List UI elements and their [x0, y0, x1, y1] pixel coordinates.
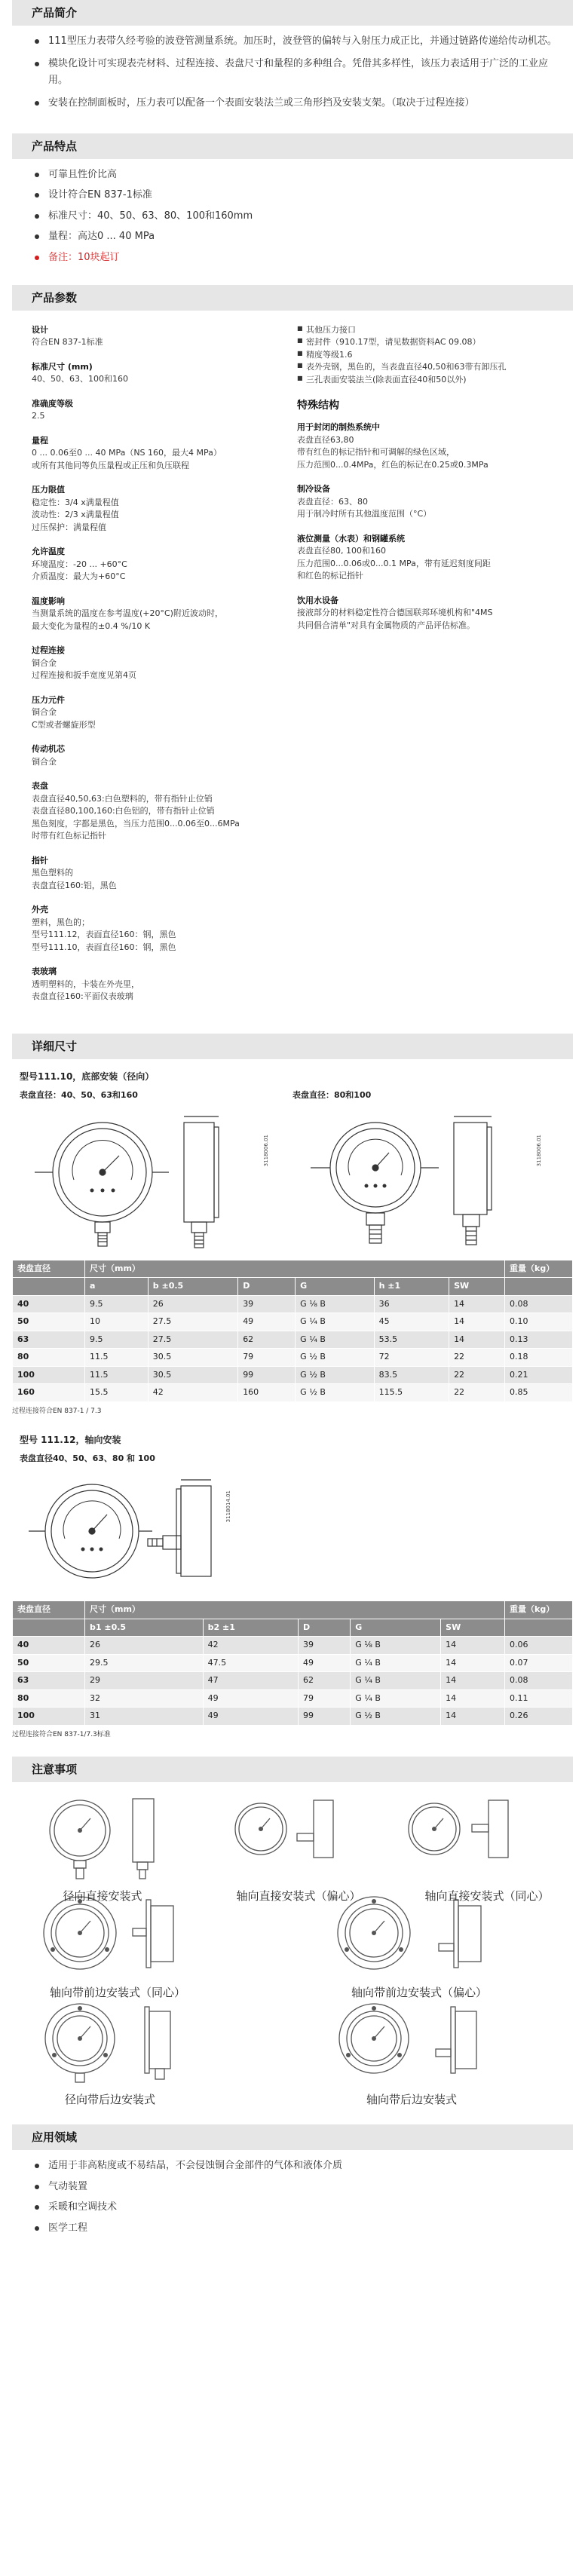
- table-cell: 42: [148, 1384, 237, 1402]
- dial-size-cell: 40: [13, 1295, 85, 1313]
- table-cell: 14: [441, 1672, 505, 1690]
- feature-item: 标准尺寸：40、50、63、80、100和160mm: [35, 208, 559, 224]
- mount-caption: 轴向直接安装式（偏心）: [236, 1889, 361, 1904]
- drawing-radial-40-160: [20, 1089, 292, 1255]
- params-columns: [12, 311, 573, 1023]
- param-block: [297, 483, 535, 521]
- param-block: [32, 361, 274, 386]
- dial-size-cell: 50: [13, 1654, 85, 1672]
- table-subheader: [505, 1278, 573, 1296]
- table-cell: 0.21: [505, 1366, 573, 1384]
- table-cell: 15.5: [85, 1384, 149, 1402]
- table-row: [13, 1708, 573, 1726]
- table-cell: 0.08: [505, 1295, 573, 1313]
- params-left-column: [32, 324, 292, 1015]
- table-cell: 10: [85, 1313, 149, 1331]
- table-subheader: b1 ±0.5: [85, 1619, 204, 1637]
- drawing-label: 表盘直径40、50、63、80 和 100: [20, 1453, 155, 1464]
- param-title: 过程连接: [32, 645, 65, 656]
- table-cell: G ⅛ B: [351, 1637, 441, 1655]
- table-cell: 26: [148, 1295, 237, 1313]
- table-row: [13, 1384, 573, 1402]
- param-title: 压力限值: [32, 485, 65, 495]
- table-cell: 29.5: [85, 1654, 204, 1672]
- table-cell: 160: [238, 1384, 296, 1402]
- optional-feature-item: ■ 精度等级1.6: [297, 349, 535, 362]
- feature-item: 可靠且性价比高: [35, 167, 559, 182]
- table-cell: 14: [441, 1637, 505, 1655]
- table-cell: 99: [238, 1366, 296, 1384]
- param-block: [32, 743, 274, 768]
- table-cell: 0.85: [505, 1384, 573, 1402]
- param-block: [297, 421, 535, 471]
- gauge-radial-drawing: [292, 1089, 565, 1255]
- intro-item: 111型压力表带久经考验的波登管测量系统。加压时，波登管的偏转与入射压力成正比，并通过链路传递给传动机芯。: [35, 33, 559, 49]
- table-subheader: a: [85, 1278, 149, 1296]
- param-title: 表盘: [32, 781, 48, 792]
- table-subheader: G: [296, 1278, 374, 1296]
- table-cell: 0.11: [505, 1689, 573, 1708]
- gauge-radial-drawing: [20, 1089, 292, 1255]
- drawing-axial: [20, 1453, 291, 1596]
- table-cell: 29: [85, 1672, 204, 1690]
- table-row: [13, 1366, 573, 1384]
- param-value: 透明塑料的，卡装在外壳里， 表盘直径160:平面仪表玻璃: [32, 979, 139, 1002]
- intro-item: 模块化设计可实现表壳材料、过程连接、表盘尺寸和量程的多种组合。凭借其多样性，该压力表适用于广泛的工业应用。: [35, 56, 559, 88]
- table-cell: 49: [298, 1654, 350, 1672]
- intro-item: 安装在控制面板时，压力表可以配备一个表面安装法兰或三角形挡及安装支架。（取决于过程连接）: [35, 95, 559, 111]
- table-header: 重量（kg）: [505, 1601, 573, 1619]
- feature-item: 量程：高达0 ... 40 MPa: [35, 228, 559, 244]
- special-structure-title: 特殊结构: [297, 400, 339, 412]
- table-cell: 0.06: [505, 1637, 573, 1655]
- optional-feature-item: ■ 表外壳钢，黑色的，当表盘直径40,50和63带有卸压孔: [297, 361, 535, 374]
- table-subheader: b2 ±1: [203, 1619, 298, 1637]
- table-row: [13, 1689, 573, 1708]
- special-structure-blocks: [297, 421, 535, 632]
- features-list: [12, 159, 573, 274]
- param-title: 用于封闭的制热系统中: [297, 422, 380, 433]
- params-right-column: [292, 324, 553, 1015]
- mount-caption: 径向带后边安装式: [64, 2093, 155, 2107]
- param-title: 制冷设备: [297, 484, 330, 495]
- table-cell: 99: [298, 1708, 350, 1726]
- section-apps-heading: 应用领域: [12, 2124, 573, 2150]
- table-cell: 27.5: [148, 1313, 237, 1331]
- table-header: 表盘直径: [13, 1601, 85, 1619]
- drawing-label: 表盘直径：80和100: [292, 1089, 372, 1100]
- model-111-10-title: 型号111.10，底部安装（径向）: [20, 1071, 155, 1082]
- param-block: [297, 595, 535, 633]
- section-features-heading: 产品特点: [12, 133, 573, 159]
- section-params-heading: 产品参数: [12, 285, 573, 311]
- table-row: [13, 1313, 573, 1331]
- table-cell: 0.07: [505, 1654, 573, 1672]
- optional-features-list: [297, 324, 535, 387]
- table-cell: 39: [298, 1637, 350, 1655]
- table-row: [13, 1654, 573, 1672]
- table-cell: 47.5: [203, 1654, 298, 1672]
- table-cell: 0.26: [505, 1708, 573, 1726]
- param-block: [32, 694, 274, 732]
- table-cell: G ¼ B: [296, 1313, 374, 1331]
- dimension-table-111-12: [12, 1600, 573, 1726]
- drawing-label: 表盘直径：40、50、63和160: [20, 1089, 138, 1100]
- table-header: 重量（kg）: [505, 1260, 573, 1278]
- param-value: 黑色塑料的 表盘直径160:铝，黑色: [32, 868, 117, 890]
- table-cell: 47: [203, 1672, 298, 1690]
- section-details-heading: 详细尺寸: [12, 1034, 573, 1059]
- param-title: 传动机芯: [32, 744, 65, 755]
- table-cell: 115.5: [374, 1384, 449, 1402]
- table-row: [13, 1349, 573, 1367]
- table-cell: 36: [374, 1295, 449, 1313]
- param-title: 设计: [32, 324, 48, 335]
- table-subheader: h ±1: [374, 1278, 449, 1296]
- table-cell: 27.5: [148, 1331, 237, 1349]
- dial-size-cell: 100: [13, 1708, 85, 1726]
- param-value: 40、50、63、100和160: [32, 374, 128, 384]
- param-value: 表盘直径40,50,63:白色塑料的，带有指针止位销 表盘直径80,100,160:白色铝的，带有指针止位销 黑色刻度，字都是黑色，当压力范围0...0.06至0...6MPa 时带有红色标记指针: [32, 793, 240, 841]
- table-subheader: G: [351, 1619, 441, 1637]
- dial-size-cell: 100: [13, 1366, 85, 1384]
- table-subheader: [505, 1619, 573, 1637]
- table-cell: G ¼ B: [351, 1689, 441, 1708]
- table-row: [13, 1331, 573, 1349]
- feature-item: 设计符合EN 837-1标准: [35, 187, 559, 203]
- table-cell: 49: [203, 1708, 298, 1726]
- param-title: 指针: [32, 855, 48, 865]
- table-cell: 26: [85, 1637, 204, 1655]
- param-block: [32, 855, 274, 893]
- table-cell: 45: [374, 1313, 449, 1331]
- table-cell: 62: [238, 1331, 296, 1349]
- app-item: 适用于非高粘度或不易结晶，不会侵蚀铜合金部件的气体和液体介质: [35, 2158, 559, 2173]
- gauge-axial-drawing: [20, 1453, 291, 1596]
- table-cell: 9.5: [85, 1331, 149, 1349]
- table-cell: 83.5: [374, 1366, 449, 1384]
- table-cell: G ½ B: [351, 1708, 441, 1726]
- optional-feature-item: ■ 其他压力接口: [297, 324, 535, 337]
- table-cell: 14: [449, 1331, 505, 1349]
- table-cell: 0.18: [505, 1349, 573, 1367]
- table-cell: 62: [298, 1672, 350, 1690]
- table-cell: 9.5: [85, 1295, 149, 1313]
- table-cell: 79: [238, 1349, 296, 1367]
- mount-caption: 轴向带后边安装式: [366, 2093, 457, 2107]
- table-cell: 30.5: [148, 1366, 237, 1384]
- table-cell: G ¼ B: [351, 1672, 441, 1690]
- table-cell: G ½ B: [296, 1384, 374, 1402]
- param-value: 环境温度：-20 ... +60°C 介质温度：最大为+60°C: [32, 559, 127, 582]
- table-cell: 11.5: [85, 1349, 149, 1367]
- table-footnote: 过程连接符合EN 837-1 / 7.3: [12, 1407, 102, 1415]
- intro-list: [12, 26, 573, 123]
- dial-size-cell: 160: [13, 1384, 85, 1402]
- param-value: 接液部分的材料稳定性符合德国联邦环境机构和"4MS 共同倡合清单"对具有金属物质的产品评估标准。: [297, 608, 493, 630]
- model-111-10-drawings: [12, 1086, 573, 1260]
- table-cell: 72: [374, 1349, 449, 1367]
- table-cell: 22: [449, 1349, 505, 1367]
- table-cell: 14: [441, 1708, 505, 1726]
- table-row: [13, 1672, 573, 1690]
- param-value: 当测量系统的温度在参考温度(+20°C)附近波动时， 最大变化为量程的±0.4 %/10 K: [32, 608, 223, 631]
- param-title: 量程: [32, 435, 48, 446]
- param-title: 压力元件: [32, 694, 65, 705]
- table-cell: 32: [85, 1689, 204, 1708]
- param-block: [32, 966, 274, 1003]
- param-value: 铜合金 过程连接和扳手宽度见第4页: [32, 657, 136, 681]
- table-subheader: [13, 1619, 85, 1637]
- table-cell: 14: [449, 1295, 505, 1313]
- param-title: 表玻璃: [32, 966, 57, 977]
- param-value: 表盘直径80, 100和160 压力范围0...0.06或0...0.1 MPa，带有延迟刻度间距 和红色的标记指针: [297, 546, 491, 581]
- section-notes-heading: 注意事项: [12, 1757, 573, 1782]
- table-cell: 14: [449, 1313, 505, 1331]
- app-item: 医学工程: [35, 2220, 559, 2236]
- table-cell: 22: [449, 1366, 505, 1384]
- apps-list: [12, 2150, 573, 2245]
- table-cell: G ½ B: [296, 1349, 374, 1367]
- param-value: 铜合金: [32, 756, 57, 767]
- table-header: 表盘直径: [13, 1260, 85, 1278]
- table-cell: 53.5: [374, 1331, 449, 1349]
- param-value: 塑料，黑色的； 型号111.12，表面直径160：钢，黑色 型号111.10，表面直径160：钢，黑色: [32, 917, 176, 952]
- param-block: [32, 324, 274, 349]
- mounting-drawings: [12, 1782, 573, 2114]
- mount-caption: 轴向带前边安装式（同心）: [49, 1986, 185, 2000]
- param-block: [297, 533, 535, 583]
- table-cell: 11.5: [85, 1366, 149, 1384]
- table-subheader: [13, 1278, 85, 1296]
- table-cell: 30.5: [148, 1349, 237, 1367]
- table-cell: G ⅛ B: [296, 1295, 374, 1313]
- table-subheader: SW: [441, 1619, 505, 1637]
- optional-feature-item: ■ 密封件（910.17型，请见数据资料AC 09.08）: [297, 336, 535, 349]
- drawing-code: 3118006.01: [263, 1134, 269, 1167]
- param-block: [32, 904, 274, 954]
- param-value: 符合EN 837-1标准: [32, 337, 103, 348]
- param-title: 准确度等级: [32, 398, 73, 409]
- param-title: 温度影响: [32, 596, 65, 606]
- optional-feature-item: ■ 三孔表面安装法兰(除表面直径40和50以外): [297, 374, 535, 387]
- table-cell: 14: [441, 1689, 505, 1708]
- app-item: 气动装置: [35, 2179, 559, 2195]
- param-title: 液位测量（水表）和钢罐系统: [297, 533, 405, 544]
- mount-caption: 轴向直接安装式（同心）: [424, 1889, 550, 1904]
- table-subheader: SW: [449, 1278, 505, 1296]
- table-cell: 49: [203, 1689, 298, 1708]
- section-intro-heading: 产品简介: [12, 0, 573, 26]
- param-block: [32, 645, 274, 682]
- table-row: [13, 1295, 573, 1313]
- table-header: 尺寸（mm）: [85, 1601, 505, 1619]
- dial-size-cell: 40: [13, 1637, 85, 1655]
- dial-size-cell: 50: [13, 1313, 85, 1331]
- table-cell: 0.10: [505, 1313, 573, 1331]
- dial-size-cell: 80: [13, 1689, 85, 1708]
- param-block: [32, 780, 274, 843]
- table-subheader: b ±0.5: [148, 1278, 237, 1296]
- feature-order-note: 备注：10块起订: [35, 250, 559, 265]
- param-value: 稳定性：3/4 x满量程值 波动性：2/3 x满量程值 过压保护：满量程值: [32, 497, 119, 532]
- table-cell: G ¼ B: [351, 1654, 441, 1672]
- dial-size-cell: 80: [13, 1349, 85, 1367]
- param-title: 饮用水设备: [297, 595, 338, 605]
- param-block: [32, 546, 274, 584]
- table-subheader: D: [298, 1619, 350, 1637]
- model-111-12-title: 型号 111.12，轴向安装: [20, 1435, 121, 1446]
- param-value: 0 ... 0.06至0 ... 40 MPa（NS 160，最大4 MPa） 或所有其他同等负压量程或正压和负压联程: [32, 448, 222, 470]
- param-title: 允许温度: [32, 547, 65, 557]
- param-value: 表盘直径：63、80 用于制冷时所有其他温度范围（°C）: [297, 496, 432, 519]
- table-cell: G ½ B: [296, 1366, 374, 1384]
- table-cell: 14: [441, 1654, 505, 1672]
- dial-size-cell: 63: [13, 1331, 85, 1349]
- table-cell: 0.13: [505, 1331, 573, 1349]
- param-title: 标准尺寸 (mm): [32, 361, 93, 372]
- table-cell: 31: [85, 1708, 204, 1726]
- table-header: 尺寸（mm）: [85, 1260, 505, 1278]
- param-block: [32, 484, 274, 534]
- mount-caption: 径向直接安装式: [63, 1889, 142, 1904]
- drawing-code: 3118014.01: [225, 1490, 231, 1523]
- param-block: [32, 435, 274, 473]
- table-cell: G ¼ B: [296, 1331, 374, 1349]
- table-cell: 39: [238, 1295, 296, 1313]
- param-value: 铜合金 C型或者螺旋形型: [32, 707, 96, 730]
- drawing-radial-80-100: [292, 1089, 565, 1255]
- param-block: [32, 596, 274, 633]
- mount-caption: 轴向带前边安装式（偏心）: [351, 1986, 487, 2000]
- table-cell: 42: [203, 1637, 298, 1655]
- param-value: 表盘直径63,80 带有红色的标记指针和可调解的绿色区域， 压力范围0...0.4MPa，红色的标记在0.25或0.3MPa: [297, 434, 489, 470]
- table-cell: 22: [449, 1384, 505, 1402]
- table-row: [13, 1637, 573, 1655]
- model-111-12-drawings: [12, 1450, 573, 1600]
- table-cell: 79: [298, 1689, 350, 1708]
- table-footnote: 过程连接符合EN 837-1/7.3标准: [12, 1730, 111, 1738]
- dimension-table-111-10: [12, 1260, 573, 1402]
- param-title: 外壳: [32, 905, 48, 915]
- table-subheader: D: [238, 1278, 296, 1296]
- drawing-code: 3118006.01: [536, 1134, 542, 1167]
- param-value: 2.5: [32, 411, 45, 421]
- param-block: [32, 398, 274, 423]
- table-cell: 49: [238, 1313, 296, 1331]
- dial-size-cell: 63: [13, 1672, 85, 1690]
- mounting-types: [12, 1782, 573, 2114]
- table-cell: 0.08: [505, 1672, 573, 1690]
- app-item: 采暖和空调技术: [35, 2199, 559, 2215]
